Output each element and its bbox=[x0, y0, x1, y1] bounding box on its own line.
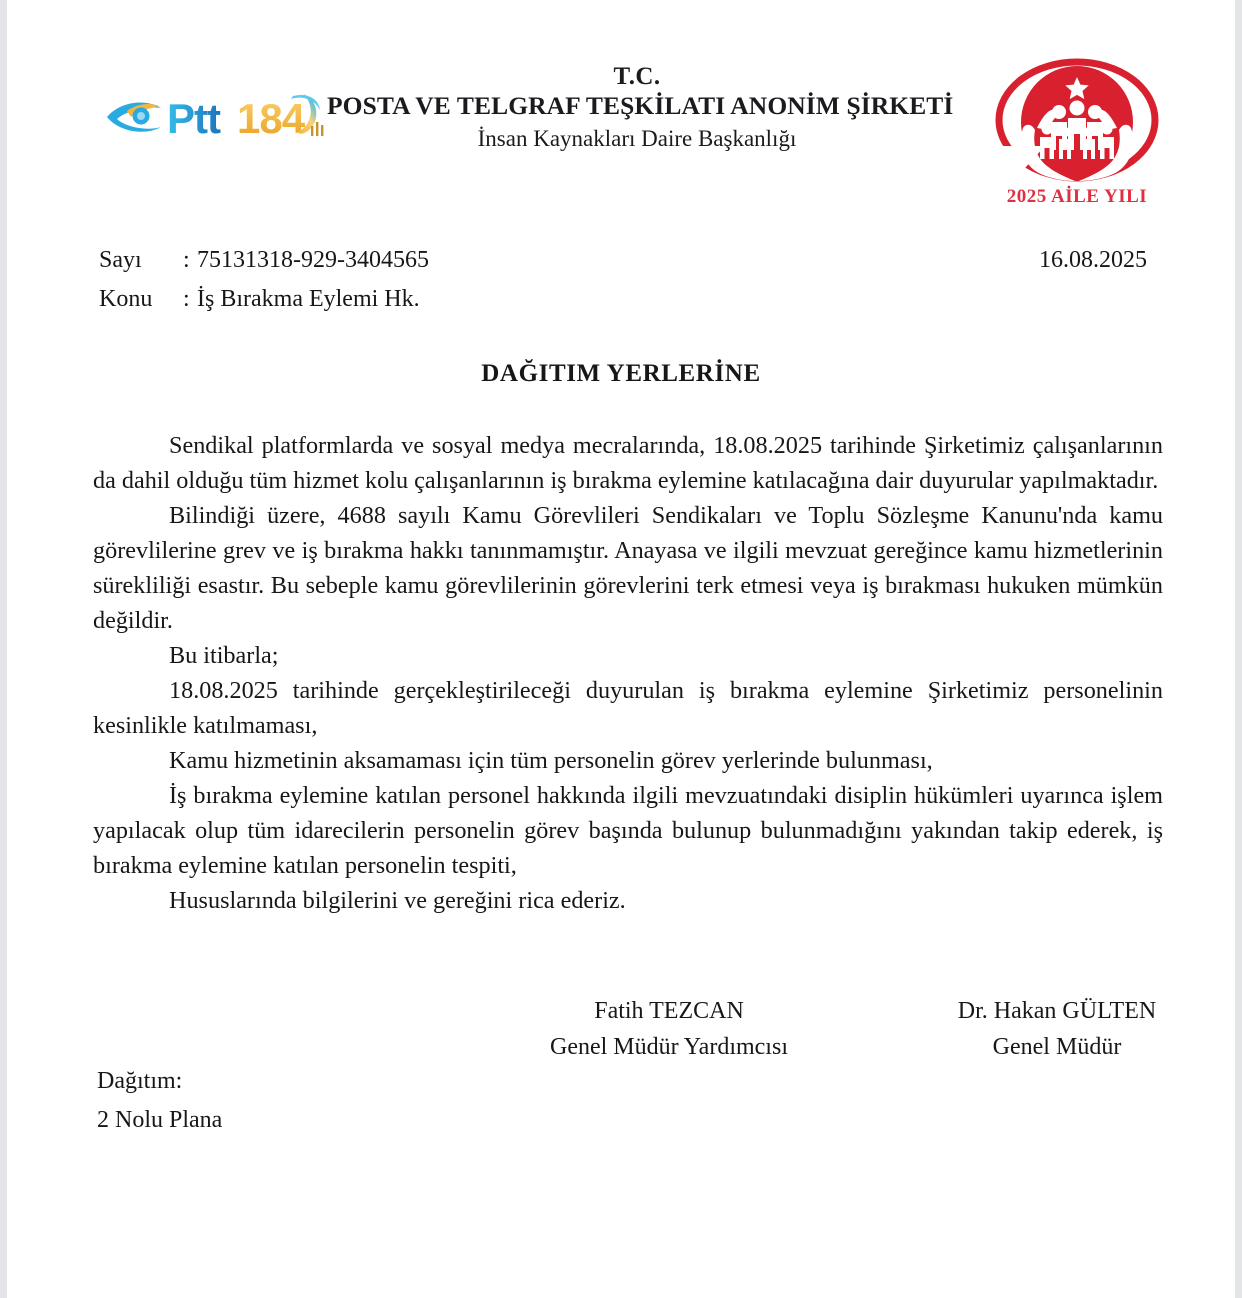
header-organization: POSTA VE TELGRAF TEŞKİLATI ANONİM ŞİRKETİ bbox=[327, 91, 954, 120]
distribution-value: 2 Nolu Plana bbox=[97, 1107, 223, 1133]
paragraph-3: Bu itibarla; bbox=[169, 642, 279, 669]
document-meta bbox=[7, 243, 1235, 321]
paragraph-1: Sendikal platformlarda ve sosyal medya mecralarında, 18.08.2025 tarihinde Şirketimiz çalışanlarının da dahil olduğu tüm hizmet kolu çalışanlarının iş bırakma eylemine katılacağına dair duyurular yapılmaktadır. bbox=[93, 432, 1163, 494]
document-header bbox=[7, 48, 1235, 208]
document-body-text bbox=[93, 428, 1163, 918]
paragraph-7: Hususlarında bilgilerini ve gereğini rica ederiz. bbox=[169, 887, 626, 914]
konu-value: İş Bırakma Eylemi Hk. bbox=[197, 286, 420, 312]
emblem-caption-text: 2025 AİLE YILI bbox=[1006, 186, 1148, 207]
sayi-colon: : bbox=[183, 247, 190, 273]
konu-label: Konu bbox=[99, 286, 153, 312]
header-tc: T.C. bbox=[613, 63, 661, 90]
header-title-block bbox=[327, 62, 954, 153]
distribution-label: Dağıtım: bbox=[97, 1068, 183, 1094]
document-date: 16.08.2025 bbox=[1039, 247, 1147, 273]
konu-colon: : bbox=[183, 286, 190, 312]
meta-row-sayi bbox=[7, 243, 1235, 282]
aile-yili-emblem bbox=[985, 50, 1170, 210]
paragraph-4: 18.08.2025 tarihinde gerçekleştirileceği duyurulan iş bırakma eylemine Şirketimiz personelinin kesinlikle katılmaması, bbox=[93, 677, 1163, 739]
signature-deputy bbox=[519, 993, 819, 1065]
signature-general-manager bbox=[907, 993, 1207, 1065]
signature-deputy-name: Fatih TEZCAN bbox=[594, 998, 744, 1024]
sayi-value: 75131318-929-3404565 bbox=[197, 247, 429, 273]
signature-general-manager-name: Dr. Hakan GÜLTEN bbox=[957, 998, 1157, 1024]
paragraph-6: İş bırakma eylemine katılan personel hakkında ilgili mevzuatındaki disiplin hükümleri uyarınca işlem yapılacak olup tüm idarecilerin personelin görev başında bulunup bulunmadığını yakından takip ederek, iş bırakma eylemine katılan personelin tespiti, bbox=[93, 782, 1163, 879]
svg-text:Ptt: Ptt bbox=[167, 95, 220, 142]
document-body bbox=[7, 0, 1235, 1298]
paragraph-5: Kamu hizmetinin aksamaması için tüm personelin görev yerlerinde bulunması, bbox=[169, 747, 933, 774]
svg-text:184: 184 bbox=[237, 95, 305, 142]
signature-deputy-title: Genel Müdür Yardımcısı bbox=[550, 1034, 788, 1060]
recipient-heading: DAĞITIM YERLERİNE bbox=[481, 360, 761, 387]
meta-row-konu bbox=[7, 282, 1235, 321]
header-department: İnsan Kaynakları Daire Başkanlığı bbox=[477, 125, 797, 151]
signature-general-manager-title: Genel Müdür bbox=[992, 1034, 1122, 1060]
sayi-label: Sayı bbox=[99, 247, 142, 273]
distribution-block bbox=[97, 1062, 222, 1140]
ptt-logo bbox=[105, 86, 335, 148]
ptt-eye-mark bbox=[107, 102, 161, 131]
paragraph-2: Bilindiği üzere, 4688 sayılı Kamu Görevlileri Sendikaları ve Toplu Sözleşme Kanunu'nda kamu görevlilerine grev ve iş bırakma hakkı tanınmamıştır. Anayasa ve ilgili mevzuat gereğince kamu hizmetlerinin sürekliliği esastır. Bu sebeple kamu görevlilerinin görevlerini terk etmesi veya iş bırakması hukuken mümkün değildir. bbox=[93, 502, 1163, 634]
